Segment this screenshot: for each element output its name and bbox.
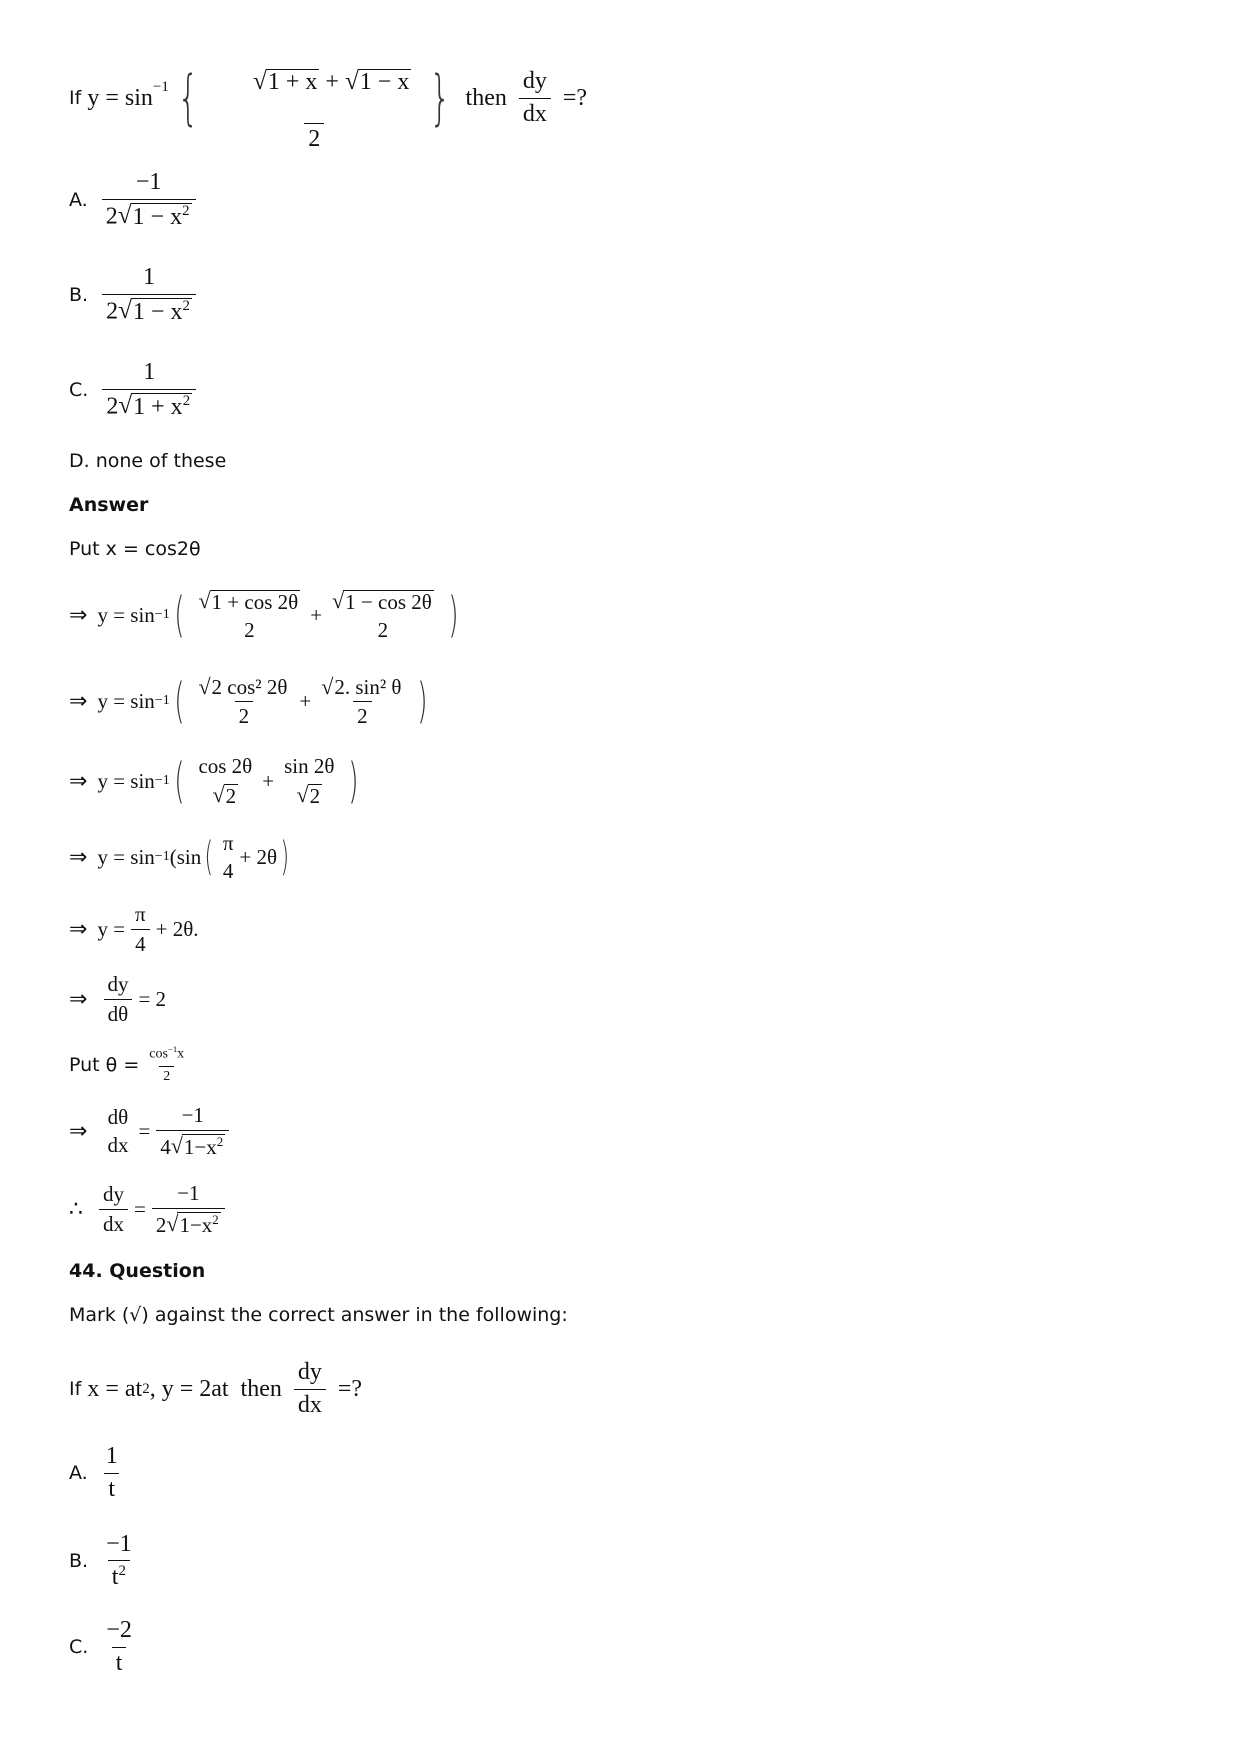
option-c-rad: 1 + x <box>133 393 183 420</box>
step-2-plus: + <box>299 688 312 713</box>
q44-expr: x = at <box>87 1375 143 1402</box>
q44-option-a-frac <box>102 1444 122 1501</box>
q43-option-c[interactable] <box>69 355 202 425</box>
step-3 <box>69 748 363 814</box>
q44-option-c[interactable] <box>69 1614 142 1680</box>
q44-statement <box>69 1352 362 1426</box>
option-b-coef: 2 <box>106 298 119 325</box>
q44-option-c-label: C. <box>69 1636 89 1658</box>
q44-option-b-frac: $\frac{-1}{t^2}$ <box>102 1532 136 1590</box>
option-c-coef: 2 <box>106 393 119 420</box>
q44-option-c-num: −2 <box>106 1617 132 1644</box>
step-7-rhs-frac: −1 4 √ $1-x^2$ <box>156 1104 229 1157</box>
q43-option-b[interactable] <box>69 260 202 330</box>
step-1-lhs: y = sin <box>97 602 155 627</box>
step-5-lhs: y = <box>97 916 126 941</box>
step-2 <box>69 666 432 736</box>
step-7-coef: 4 <box>160 1134 171 1159</box>
q44-option-b-den: t <box>111 1564 119 1590</box>
q44-option-a[interactable] <box>69 1440 128 1506</box>
step-3-frac-1: cos 2θ √ 2 <box>194 755 256 806</box>
q44-expr2: , y = 2at then <box>149 1375 282 1402</box>
step-6-eq2: = 2 <box>138 986 167 1011</box>
q44-heading-row <box>69 1260 205 1282</box>
q44-dy: dy <box>297 1359 322 1386</box>
step-8-minus1: −1 <box>177 1181 200 1206</box>
option-a-fraction: −1 2 √ $1 - x^2$ <box>102 170 196 229</box>
step-8-eq: = <box>134 1196 146 1221</box>
q43-y-eq: y = sin <box>87 84 153 111</box>
implies-icon: ⇒ <box>69 688 88 714</box>
step-3-d2: 2 <box>309 783 321 808</box>
step-1-n2: 1 − cos 2θ <box>345 589 432 614</box>
option-c-fraction: 1 2 √ $1 + x^2$ <box>102 360 196 419</box>
q43-left-brace: { <box>177 63 199 133</box>
step-4-frac <box>219 832 238 882</box>
step-7-rad: 1−x <box>183 1134 217 1159</box>
q44-prefix: If <box>69 1378 88 1400</box>
step-8-dy: dy <box>103 1182 124 1207</box>
step-3-n2: sin 2θ <box>284 754 335 779</box>
q44-dydx <box>294 1360 326 1417</box>
step-8 <box>69 1176 231 1242</box>
step-1-n1: 1 + cos 2θ <box>211 589 299 614</box>
step-5-pi: π <box>135 902 146 927</box>
step-1-plus: + <box>310 602 323 627</box>
option-b-fraction: 1 2 √ $1 - x^2$ <box>102 265 196 324</box>
step-1-frac-1: √ 1 + cos 2θ 2 <box>198 588 299 642</box>
step-6 <box>69 966 166 1032</box>
option-a-rad: 1 − x <box>132 203 183 230</box>
step-4-rparen: ) <box>280 834 290 880</box>
implies-icon: ⇒ <box>69 602 88 628</box>
step-2-rparen: ) <box>417 673 429 729</box>
step-7-dtheta: dθ <box>107 1104 129 1129</box>
q44-eq-q: =? <box>331 1375 363 1402</box>
option-a-label: A. <box>69 189 88 211</box>
step-4-four: 4 <box>222 859 234 883</box>
q44-option-b-num: −1 <box>106 1530 132 1557</box>
step-5-frac <box>131 903 150 954</box>
q43-option-a[interactable] <box>69 165 202 235</box>
step-7-lhs-frac <box>103 1106 132 1156</box>
q44-option-c-frac <box>102 1618 136 1675</box>
q44-sq: 2 <box>142 1380 150 1397</box>
option-a-num: −1 <box>135 169 162 196</box>
step-5 <box>69 896 199 962</box>
option-b-rad: 1 − x <box>132 298 183 325</box>
q43-plus: + <box>319 68 345 95</box>
step-2-d2: 2 <box>353 701 372 727</box>
step-1-frac-2: √ 1 − cos 2θ 2 <box>332 588 432 642</box>
q43-then: then <box>465 84 507 111</box>
step-4-lparen: ( <box>204 834 214 880</box>
step-1-inv: −1 <box>154 607 170 622</box>
answer-heading: Answer <box>69 494 149 516</box>
q43-option-d[interactable] <box>69 450 226 472</box>
step-3-lparen: ( <box>173 753 185 809</box>
q43-eq-q: =? <box>556 84 588 111</box>
q44-option-c-den: t <box>112 1647 127 1676</box>
option-b-sq: 2 <box>182 297 190 314</box>
step-2-n2: 2. sin² θ <box>334 675 402 699</box>
step-4-pre: (sin <box>169 844 202 869</box>
step-8-rhs-frac: −1 2 √ $1-x^2$ <box>152 1182 225 1235</box>
implies-icon: ⇒ <box>69 916 88 942</box>
step-1-rparen: ) <box>448 587 459 643</box>
q44-dx: dx <box>294 1389 326 1418</box>
q44-instruction-row <box>69 1304 568 1326</box>
step-4-pi: π <box>222 830 234 855</box>
option-c-label: C. <box>69 379 89 401</box>
q43-num-b: 1 − x <box>359 68 410 95</box>
q43-dx: dx <box>519 98 551 127</box>
option-d-text: D. none of these <box>69 450 227 472</box>
step-1-d2: 2 <box>377 617 389 642</box>
option-a-sq: 2 <box>182 202 190 219</box>
step-2-frac-1: √ 2 cos² 2θ 2 <box>198 673 288 729</box>
step-1 <box>69 580 463 650</box>
step-3-frac-2: sin 2θ √ 2 <box>280 755 338 806</box>
step-8-coef: 2 <box>155 1212 167 1237</box>
q43-fraction: √ 1 + x + √ 1 − x 2 <box>253 67 410 153</box>
q44-option-a-den: t <box>104 1473 119 1502</box>
put-theta-frac <box>145 1045 188 1084</box>
implies-icon: ⇒ <box>69 986 88 1012</box>
q44-heading: 44. Question <box>69 1260 206 1282</box>
implies-icon: ⇒ <box>69 1118 88 1144</box>
step-2-d1: 2 <box>235 701 254 727</box>
q44-option-a-num: 1 <box>105 1443 118 1470</box>
option-b-label: B. <box>69 284 89 306</box>
q43-inv: −1 <box>152 78 169 95</box>
answer-heading-row <box>69 494 148 516</box>
q43-prefix: If <box>69 87 88 109</box>
step-1-lparen: ( <box>173 587 185 643</box>
implies-icon: ⇒ <box>69 768 88 794</box>
step-8-rad: 1−x <box>179 1212 213 1237</box>
step-3-plus: + <box>262 768 275 793</box>
q43-den: 2 <box>304 123 324 152</box>
step-4-lhs: y = sin <box>97 844 155 869</box>
option-a-coef: 2 <box>105 203 118 230</box>
step-8-lhs-frac <box>99 1183 128 1234</box>
put-theta-inv: −1 <box>167 1044 178 1055</box>
step-5-four: 4 <box>131 929 150 955</box>
q43-right-brace: } <box>429 63 451 133</box>
step-8-dx: dx <box>99 1209 128 1235</box>
step-2-inv: −1 <box>154 693 170 708</box>
therefore-icon: ∴ <box>69 1196 83 1222</box>
q43-dydx <box>519 69 551 126</box>
put-theta-row <box>69 1040 194 1090</box>
put-x-row <box>69 538 201 560</box>
step-3-lhs: y = sin <box>97 768 155 793</box>
step-7 <box>69 1098 235 1164</box>
q44-option-b-label: B. <box>69 1550 89 1572</box>
step-4-inv: −1 <box>154 849 170 864</box>
q44-option-b[interactable] <box>69 1528 142 1594</box>
q43-statement <box>69 58 588 153</box>
step-3-d1: 2 <box>225 783 237 808</box>
put-theta-x: x <box>177 1047 185 1063</box>
q44-option-a-label: A. <box>69 1462 88 1484</box>
step-7-eq: = <box>138 1118 151 1143</box>
put-theta: Put θ = <box>69 1054 140 1076</box>
put-theta-den: 2 <box>159 1066 174 1085</box>
step-4-post: + 2θ <box>239 844 278 869</box>
step-2-frac-2: √ 2. sin² θ 2 <box>321 673 402 729</box>
step-3-inv: −1 <box>154 773 170 788</box>
step-6-frac <box>103 973 132 1024</box>
step-7-dx: dx <box>107 1133 129 1157</box>
step-5-post: + 2θ. <box>155 916 199 941</box>
step-2-n1: 2 cos² 2θ <box>211 675 288 699</box>
option-c-sq: 2 <box>182 392 191 409</box>
step-2-lparen: ( <box>173 673 185 729</box>
step-1-d1: 2 <box>244 617 255 642</box>
step-3-rparen: ) <box>348 753 359 809</box>
step-7-minus1: −1 <box>181 1103 204 1128</box>
option-c-num: 1 <box>143 359 156 386</box>
implies-icon: ⇒ <box>69 844 88 870</box>
q44-instruction: Mark (√) against the correct answer in the following: <box>69 1304 568 1326</box>
step-4 <box>69 826 293 888</box>
q43-num-a: 1 + x <box>267 68 318 95</box>
step-6-dy: dy <box>107 972 129 997</box>
put-theta-cos: cos <box>149 1047 168 1063</box>
step-3-n1: cos 2θ <box>198 754 253 779</box>
q43-dy: dy <box>522 68 547 95</box>
step-6-dtheta: dθ <box>104 999 133 1025</box>
put-x: Put x = cos2θ <box>69 538 201 560</box>
step-2-lhs: y = sin <box>97 688 155 713</box>
option-b-num: 1 <box>142 264 155 291</box>
